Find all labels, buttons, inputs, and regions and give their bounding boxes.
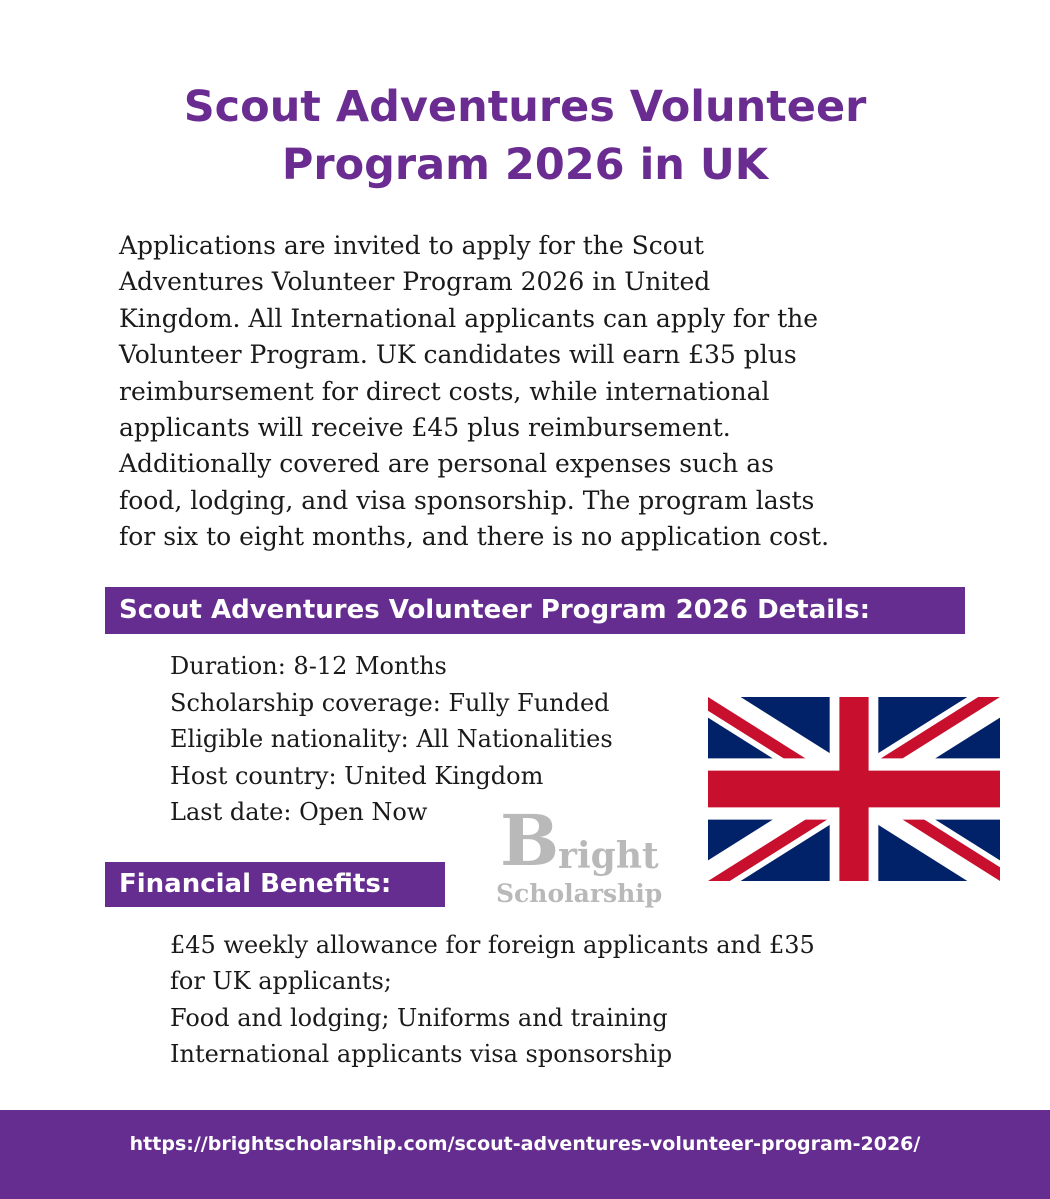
watermark-word: right <box>558 835 659 877</box>
intro-line: Additionally covered are personal expenses such as <box>119 449 774 479</box>
union-jack-flag-icon <box>708 697 1000 881</box>
intro-line: applicants will receive £45 plus reimbursement. <box>119 413 731 443</box>
watermark-letter: B <box>500 799 560 882</box>
detail-duration: Duration: 8-12 Months <box>170 652 447 680</box>
intro-line: food, lodging, and visa sponsorship. The program lasts <box>119 485 815 515</box>
intro-paragraph <box>119 228 919 556</box>
watermark-subword: Scholarship <box>496 879 663 908</box>
financial-heading-banner: Financial Benefits: <box>105 862 445 907</box>
financial-benefits-list <box>170 927 815 1072</box>
benefit-line: £45 weekly allowance for foreign applicants and £35 <box>170 931 815 959</box>
title-line-1: Scout Adventures Volunteer <box>183 82 867 132</box>
page-title <box>60 78 990 194</box>
detail-last-date: Last date: Open Now <box>170 798 428 826</box>
detail-nationality: Eligible nationality: All Nationalities <box>170 725 613 753</box>
title-line-2: Program 2026 in UK <box>281 140 769 190</box>
benefit-line: International applicants visa sponsorship <box>170 1039 673 1068</box>
detail-coverage: Scholarship coverage: Fully Funded <box>170 688 610 717</box>
footer-bar <box>0 1110 1050 1199</box>
bright-scholarship-watermark <box>490 799 680 916</box>
intro-line: reimbursement for direct costs, while international <box>119 376 770 406</box>
intro-line: Adventures Volunteer Program 2026 in United <box>119 267 711 297</box>
details-heading-banner: Scout Adventures Volunteer Program 2026 Details: <box>105 587 965 634</box>
benefit-line: Food and lodging; Uniforms and training <box>170 1003 668 1032</box>
intro-line: Volunteer Program. UK candidates will earn £35 plus <box>119 340 797 370</box>
detail-host-country: Host country: United Kingdom <box>170 761 544 790</box>
intro-line: Kingdom. All International applicants can apply for the <box>119 303 819 333</box>
intro-line: Applications are invited to apply for the Scout <box>119 231 704 260</box>
benefit-line: for UK applicants; <box>170 967 392 996</box>
footer-url-link[interactable]: https://brightscholarship.com/scout-adventures-volunteer-program-2026/ <box>129 1133 921 1155</box>
intro-line: for six to eight months, and there is no application cost. <box>119 522 830 552</box>
